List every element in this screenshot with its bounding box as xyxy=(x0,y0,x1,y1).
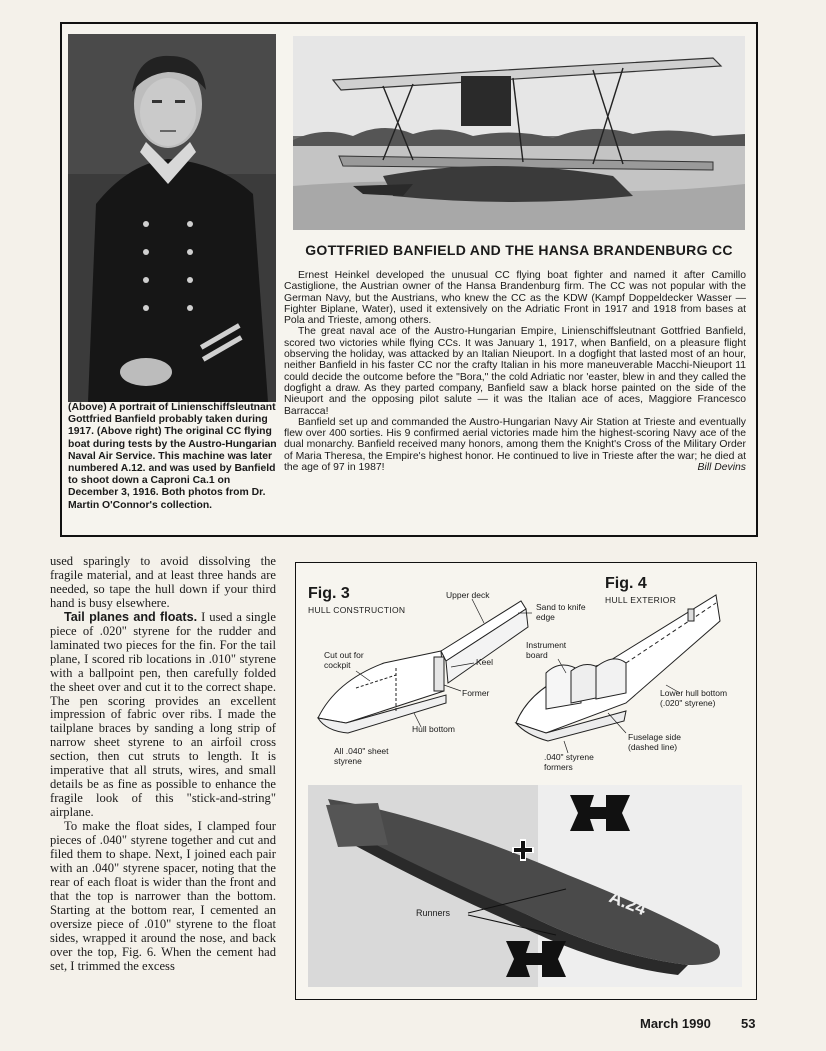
page-number: 53 xyxy=(741,1016,756,1031)
callout-sand-to-knife-edge: Sand to knife edge xyxy=(536,602,586,622)
model-photo xyxy=(308,785,742,987)
article-paragraph xyxy=(50,611,276,820)
figure-box xyxy=(295,562,757,1000)
article-paragraph: used sparingly to avoid dissolving the fragile material, and at least three hands are needed, so tape the hull down if your third hand is busy elsewhere. xyxy=(50,554,276,610)
article-paragraph: To make the float sides, I clamped four pieces of .040" styrene together and cut and filed them to shape. Next, I joined each pair with an .040" styrene spacer, noting that the rear of each float is wider than the front and that the top is narrower than the bottom. Starting at the bottom rear, I cemented an oversize piece of .010" styrene to the float sides, wrapped it around the nose, and back over the top, Fig. 6. When the cement had set, I trimmed the excess xyxy=(50,819,276,973)
photo-caption: (Above) A portrait of Linienschiffsleutnant Gottfried Banfield probably taken during 1917. (Above right) The original CC flying boat during tests by the Austro-Hungarian Naval Air Service. This machine was later numbered A.12. and was used by Banfield to shoot down a Caproni Ca.1 on December 3, 1916. Both photos from Dr. Martin O'Connor's collection. xyxy=(68,402,277,511)
article-paragraph-text: I used a single piece of .020" styrene for the rudder and laminated two pieces for the fin. For the tail plane, I scored rib locations in .010" styrene with a ballpoint pen, then carefully folded the sheet over and cut it to the correct shape. The pen scoring provides an excellent impression of fabric over ribs. I made the tailplane braces by sanding a long strip of narrow sheet styrene to an airfoil cross section, then cut struts to length. It is imperative that all struts, wires, and small details be as fine as possible to enhance the fragile look of this "stick-and-string" airplane. xyxy=(50,609,276,820)
callout-keel: Keel xyxy=(476,657,494,667)
byline: Bill Devins xyxy=(697,462,746,474)
issue-date: March 1990 xyxy=(640,1016,711,1031)
callout-fuselage-side: Fuselage side (dashed line) xyxy=(628,732,681,752)
callout-hull-bottom: Hull bottom xyxy=(412,724,455,734)
section-heading: Tail planes and floats. xyxy=(64,609,198,624)
fig3-subtitle: HULL CONSTRUCTION xyxy=(308,605,406,615)
callout-runners: Runners xyxy=(416,908,451,918)
model-illustration xyxy=(308,785,742,987)
article-column xyxy=(50,555,276,974)
flying-boat-illustration xyxy=(293,36,745,230)
callout-sheet-styrene: All .040" sheet styrene xyxy=(334,746,389,766)
portrait-photo xyxy=(68,34,276,402)
callout-lower-hull-bottom: Lower hull bottom (.020" styrene) xyxy=(660,688,728,708)
sidebar-paragraph: Banfield set up and commanded the Austro-Hungarian Navy Air Station at Trieste and eventually flew over 400 sorties. His 9 confirmed aerial victories made him the highest-scoring Navy ace of the dual monarchy. Banfield received many honors, among them the Knight's Cross of the Military Order of Maria Theresa, the Empire's highest honor. He continued to live in Trieste after the war; he died at the age of 97 in 1987! xyxy=(284,416,746,474)
aircraft-serial: A.24 xyxy=(606,886,650,920)
callout-instrument-board: Instrument board xyxy=(526,640,567,660)
sidebar-title: GOTTFRIED BANFIELD AND THE HANSA BRANDENBURG CC xyxy=(305,242,733,258)
fig4-subtitle: HULL EXTERIOR xyxy=(605,595,677,605)
fig4-label: Fig. 4 xyxy=(605,575,647,592)
callout-upper-deck: Upper deck xyxy=(446,590,490,600)
portrait-illustration xyxy=(68,34,276,402)
callout-styrene-formers: .040" styrene formers xyxy=(544,752,594,772)
sidebar-body xyxy=(284,270,746,474)
sidebar-box xyxy=(60,22,758,537)
flying-boat-photo xyxy=(293,36,745,230)
callout-cut-out-cockpit: Cut out for cockpit xyxy=(324,650,364,670)
callout-former: Former xyxy=(462,688,490,698)
sidebar-paragraph: The great naval ace of the Austro-Hungarian Empire, Linienschiffsleutnant Gottfried Banfield, scored two victories while flying CCs. It was January 1, 1917, when Banfield, on a pleasure flight observing the holiday, was attacked by an Italian Nieuport. In a dogfight that lasted most of an hour, neither Banfield in his faster CC nor the crafty Italian in his more maneuverable Macchi-Nieuport 11 could decide the outcome before the "Bora," the cold Adriatic nor 'easter, blew in and they called the dogfight a draw. As they parted company, Banfield saw a black horse painted on the side of the Nieuport and the opposing pilot salute — it was the Italian ace of aces, Maggiore Francesco Barracca! xyxy=(284,326,746,417)
fig3-label: Fig. 3 xyxy=(308,585,350,602)
sidebar-paragraph: Ernest Heinkel developed the unusual CC flying boat fighter and named it after Camillo Castiglione, the Austrian owner of the Hansa Brandenburg firm. The CC was not popular with the German Navy, but the Austrians, who knew the CC as the KDW (Kampf Doppeldecker Wasser — Fighter Biplane, Water), used it extensively on the Adriatic Front in 1917 and 1918 from bases at Pola and Trieste, among others. xyxy=(284,270,746,327)
